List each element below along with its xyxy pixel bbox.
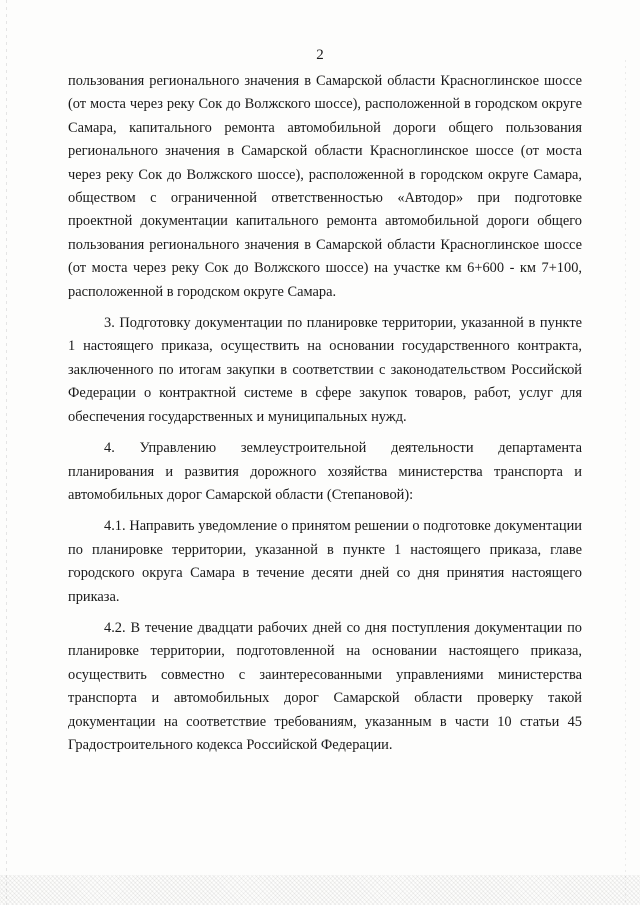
scan-edge-right	[625, 60, 626, 905]
document-body	[68, 70, 582, 757]
paragraph-item-3: 3. Подготовку документации по планировке территории, указанной в пункте 1 настоящего приказа, осуществить на основании государственного контракта, заключенного по итогам закупки в соответствии с законодательством Российской Федерации о контрактной системе в сфере закупок товаров, работ, услуг для обеспечения государственных и муниципальных нужд.	[68, 315, 582, 425]
scan-noise-strip	[0, 875, 640, 905]
paragraph-item-4: 4. Управлению землеустроительной деятельности департамента планирования и развития дорожного хозяйства министерства транспорта и автомобильных дорог Самарской области (Степановой):	[68, 440, 582, 503]
page-number: 2	[316, 47, 324, 63]
paragraph-item-4-1: 4.1. Направить уведомление о принятом решении о подготовке документации по планировке территории, указанной в пункте 1 настоящего приказа, главе городского округа Самара в течение десяти дней со дня принятия настоящего приказа.	[68, 518, 582, 605]
paragraph-item-4-2: 4.2. В течение двадцати рабочих дней со дня поступления документации по планировке территории, подготовленной на основании настоящего приказа, осуществить совместно с заинтересованными управлениями министерства транспорта и автомобильных дорог Самарской области проверку такой документации на соответствие требованиям, указанным в части 10 статьи 45 Градостроительного кодекса Российской Федерации.	[68, 619, 582, 753]
paragraph-continuation: пользования регионального значения в Самарской области Красноглинское шоссе (от моста через реку Сок до Волжского шоссе), расположенной в городском округе Самара, капитального ремонта автомобильной дороги общего пользования регионального значения в Самарской области Красноглинское шоссе (от моста через реку Сок до Волжского шоссе), расположенной в городском округе Самара, обществом с ограниченной ответственностью «Автодор» при подготовке проектной документации капитального ремонта автомобильной дороги общего пользования регионального значения в Самарской области Красноглинское шоссе (от моста через реку Сок до Волжского шоссе) на участке км 6+600 - км 7+100, расположенной в городском округе Самара.	[68, 73, 582, 300]
scan-edge-left	[6, 0, 7, 905]
